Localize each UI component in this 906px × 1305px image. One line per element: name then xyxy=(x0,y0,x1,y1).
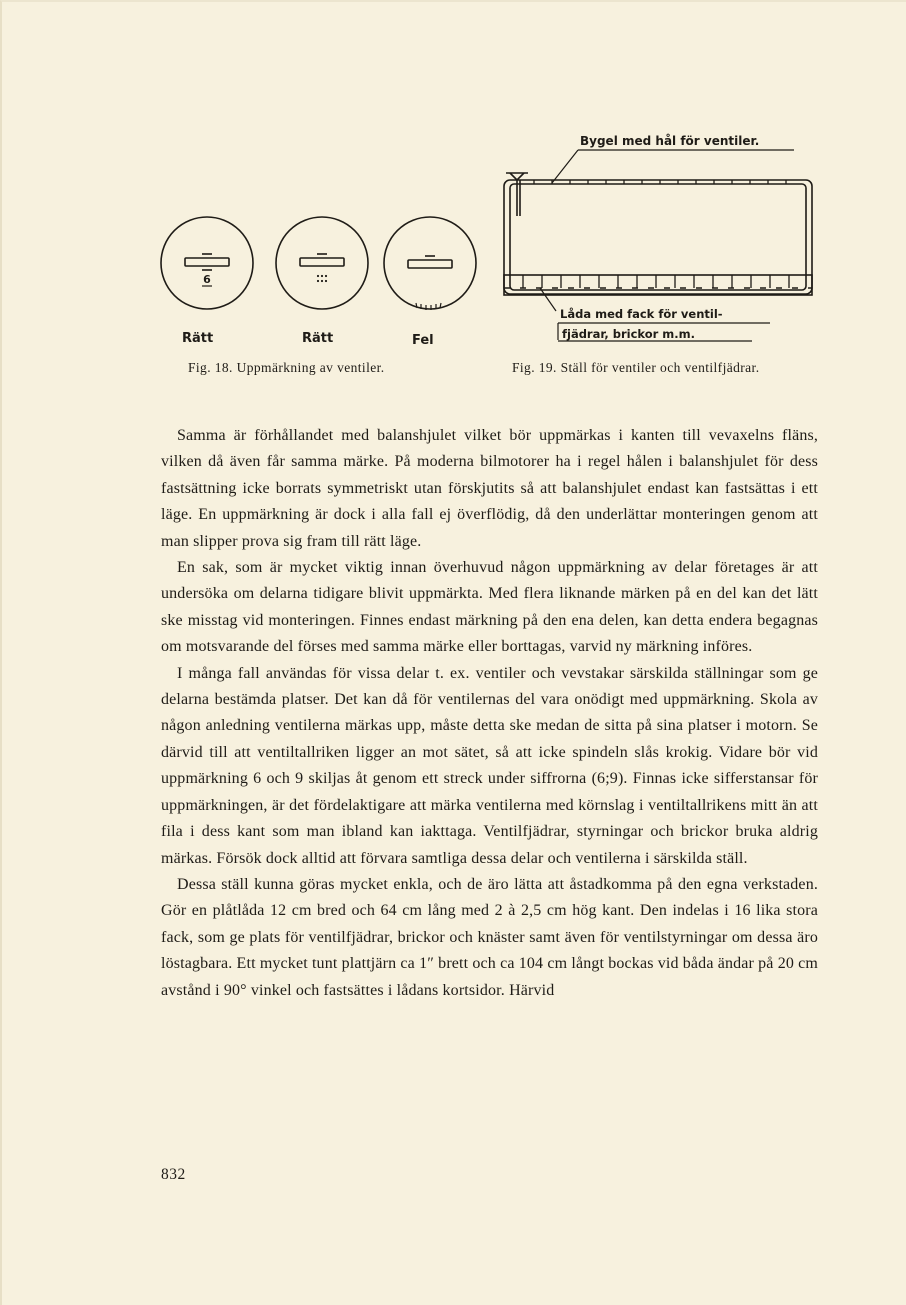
valve-circle-1 xyxy=(161,217,253,309)
page-number: 832 xyxy=(161,1166,186,1183)
valve-bracket xyxy=(504,180,812,294)
body-text xyxy=(161,423,818,1004)
fig18-label-correct-2: Rätt xyxy=(302,331,334,346)
paragraph-4: Dessa ställ kunna göras mycket enkla, och de äro lätta att åstadkomma på den egna verkstaden. Gör en plåtlåda 12 cm bred och 64 cm lång med 2 à 2,5 cm hög kant. Den indelas i 16 lika stora fack, som ge plats för ventilfjädrar, brickor och knäster samt även för ventilstyrningar om dessa äro löstagbara. Ett mycket tunt plattjärn ca 1″ brett och ca 104 cm långt bockas vid båda ändar på 20 cm avstånd i 90° vinkel och fastsättes i lådans kortsidor. Härvid xyxy=(161,875,818,999)
fig19-caption: Fig. 19. Ställ för ventiler och ventilfjädrar. xyxy=(512,360,760,375)
fig18-label-wrong: Fel xyxy=(412,333,434,348)
figure-19 xyxy=(496,128,826,350)
fig19-bottom-label-2: fjädrar, brickor m.m. xyxy=(562,327,696,341)
valve-circle-3 xyxy=(384,217,476,309)
punch-marks-icon xyxy=(317,275,327,282)
figure-18 xyxy=(150,205,490,355)
fig19-bottom-label-1: Låda med fack för ventil- xyxy=(560,307,723,321)
fig18-number-mark: 6 xyxy=(203,273,211,286)
paragraph-1: Samma är förhållandet med balanshjulet vilket bör uppmärkas i kanten till vevaxelns fläns, vilken då även får samma märke. På moderna bilmotorer ha i regel hålen i balanshjulet för dess fastsättning icke borrats symmetriskt utan förskjutits så att balanshjulet endast kan fastsättas i ett läge. En uppmärkning är dock i alla fall ej överflödig, då den underlättar monteringen genom att man slipper prova sig fram till rätt läge. xyxy=(161,427,818,550)
valve-key-icon-1 xyxy=(185,254,229,270)
paragraph-3: I många fall användas för vissa delar t. ex. ventiler och vevstakar särskilda ställningar som ge delarna bestämda platser. Det kan då för ventilernas del vara onödigt med uppmärkning. Skola av någon anledning ventilerna märkas upp, måste detta ske medan de sitta på sina platser i motorn. Se därvid till att ventiltallriken ligger an mot sätet, så att icke spindeln slås krokig. Vidare bör vid uppmärkning 6 och 9 skiljas åt genom ett streck under siffrorna (6;9). Finnas icke sifferstansar för uppmärkningen, är det fördelaktigare att märka ventilerna med körnslag i ventiltallrikens mitt än att fila i dess kant som man ibland kan iakttaga. Ventilfjädrar, styrningar och brickor bruka aldrig märkas. Försök dock alltid att förvara samtliga dessa delar och ventilerna i särskilda ställ. xyxy=(161,664,818,867)
compartment-box xyxy=(504,275,812,295)
fig18-label-correct-1: Rätt xyxy=(182,331,214,346)
paragraph-2: En sak, som är mycket viktig innan överhuvud någon uppmärkning av delar företages är att undersöka om delarna tidigare blivit uppmärkta. Med flera liknande märken på en del kan det lätt ske misstag vid monteringen. Finnes endast märkning på den ena delen, kan detta endera begagnas om motsvarande del förses med samma märke eller borttagas, varvid ny märkning införes. xyxy=(161,559,818,656)
fig19-top-label: Bygel med hål för ventiler. xyxy=(580,134,760,148)
valve-key-icon-3 xyxy=(408,256,452,268)
valve-circle-2 xyxy=(276,217,368,309)
fig18-caption: Fig. 18. Uppmärkning av ventiler. xyxy=(188,360,385,375)
valve-key-icon-2 xyxy=(300,254,344,266)
box-dividers xyxy=(523,275,789,288)
